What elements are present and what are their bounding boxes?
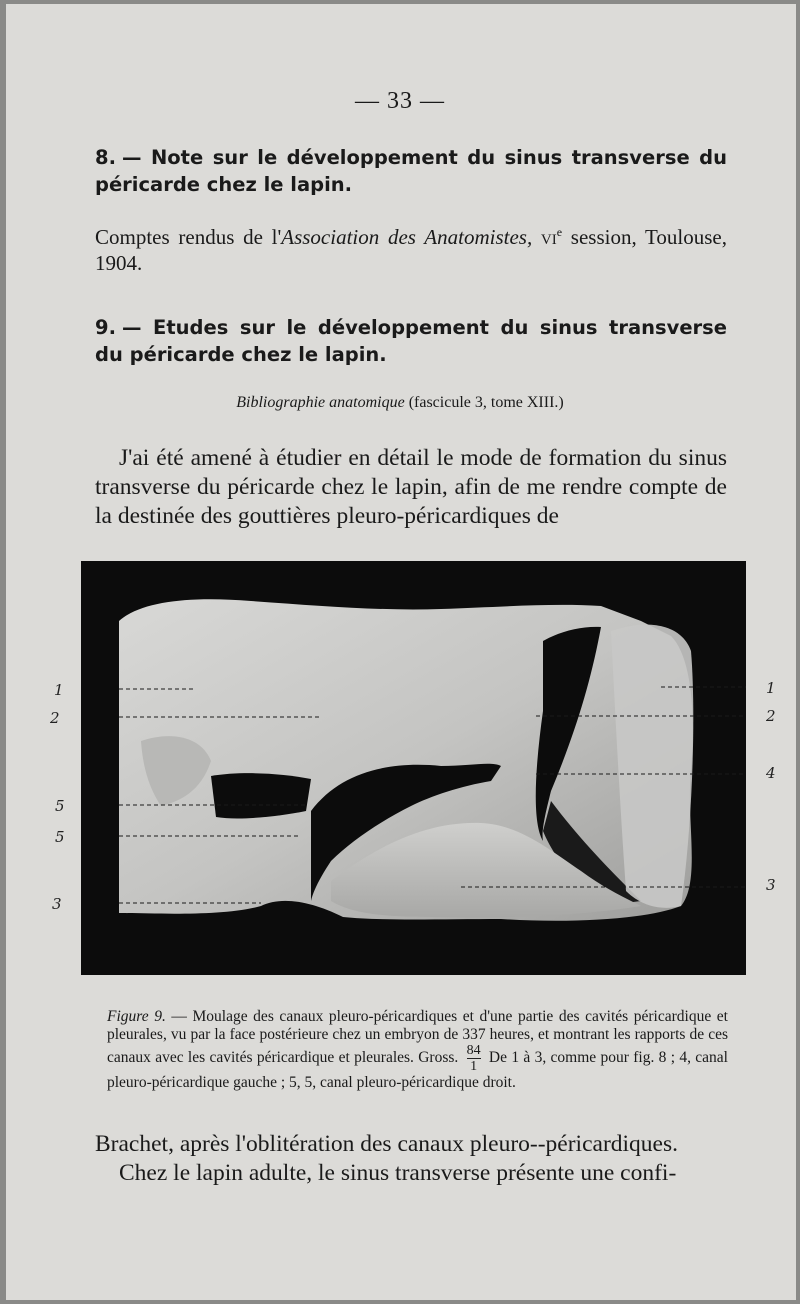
section-8-reference — [95, 221, 727, 275]
label-left-5b: 5 — [55, 828, 65, 846]
ref-session-sup: e — [556, 225, 563, 239]
section-9-heading — [95, 314, 727, 368]
ref-session-num: VI — [540, 232, 557, 248]
bib-journal: Bibliographie anatomique — [236, 394, 405, 411]
section-8-heading — [95, 144, 727, 198]
section-8-title: — Note sur le développement du sinus transverse du péricarde chez le lapin. — [95, 146, 727, 196]
label-right-3: 3 — [766, 876, 776, 894]
cast-illustration — [81, 561, 746, 975]
label-right-1: 1 — [766, 679, 776, 697]
page-number: — 33 — — [355, 88, 445, 114]
bib-details: (fascicule 3, tome XIII.) — [404, 394, 564, 411]
ref-suffix: session, Toulouse, 1904. — [95, 225, 727, 275]
figure-caption — [107, 1008, 728, 1092]
ref-journal: Association des Anatomistes, — [281, 225, 533, 249]
paragraph-3: Chez le lapin adulte, le sinus transverse présente une confi- — [119, 1160, 677, 1186]
label-left-3: 3 — [52, 895, 62, 913]
caption-text-2: De 1 à 3, comme pour fig. 8 ; 4, canal pleuro-péricardique gauche ; 5, 5, canal pleuro-péricardique droit. — [107, 1049, 728, 1092]
frac-numerator: 84 — [466, 1043, 481, 1059]
section-9-title: — Etudes sur le développement du sinus transverse du péricarde chez le lapin. — [95, 316, 727, 366]
frac-denominator: 1 — [467, 1058, 481, 1074]
section-9-number: 9. — [95, 316, 116, 339]
paragraph-1: J'ai été amené à étudier en détail le mode de formation du sinus transverse du péricarde chez le lapin, afin de me rendre compte de la destinée des gouttières pleuro-péricardiques de — [95, 445, 727, 529]
label-right-4: 4 — [766, 764, 776, 782]
ref-prefix: Comptes rendus de l' — [95, 225, 282, 249]
label-left-5a: 5 — [55, 797, 65, 815]
label-left-2: 2 — [50, 709, 60, 727]
caption-figure-name: Figure 9. — [107, 1008, 166, 1025]
section-8-number: 8. — [95, 146, 116, 169]
label-left-1: 1 — [54, 681, 64, 699]
section-9-bibliography — [0, 394, 800, 412]
caption-magnification — [467, 1043, 481, 1074]
caption-text-1: — Moulage des canaux pleuro-péricardiques et d'une partie des cavités péricardique et pleurales, vu par la face postérieure chez un embryon de 337 heures, et montrant les rapports de ces canaux avec les cavités péricardique et pleurales. Gross. — [107, 1008, 728, 1067]
figure-9-photograph — [81, 561, 746, 975]
paragraph-2: Brachet, après l'oblitération des canaux pleuro--péricardiques. — [95, 1131, 679, 1157]
label-right-2: 2 — [766, 707, 776, 725]
